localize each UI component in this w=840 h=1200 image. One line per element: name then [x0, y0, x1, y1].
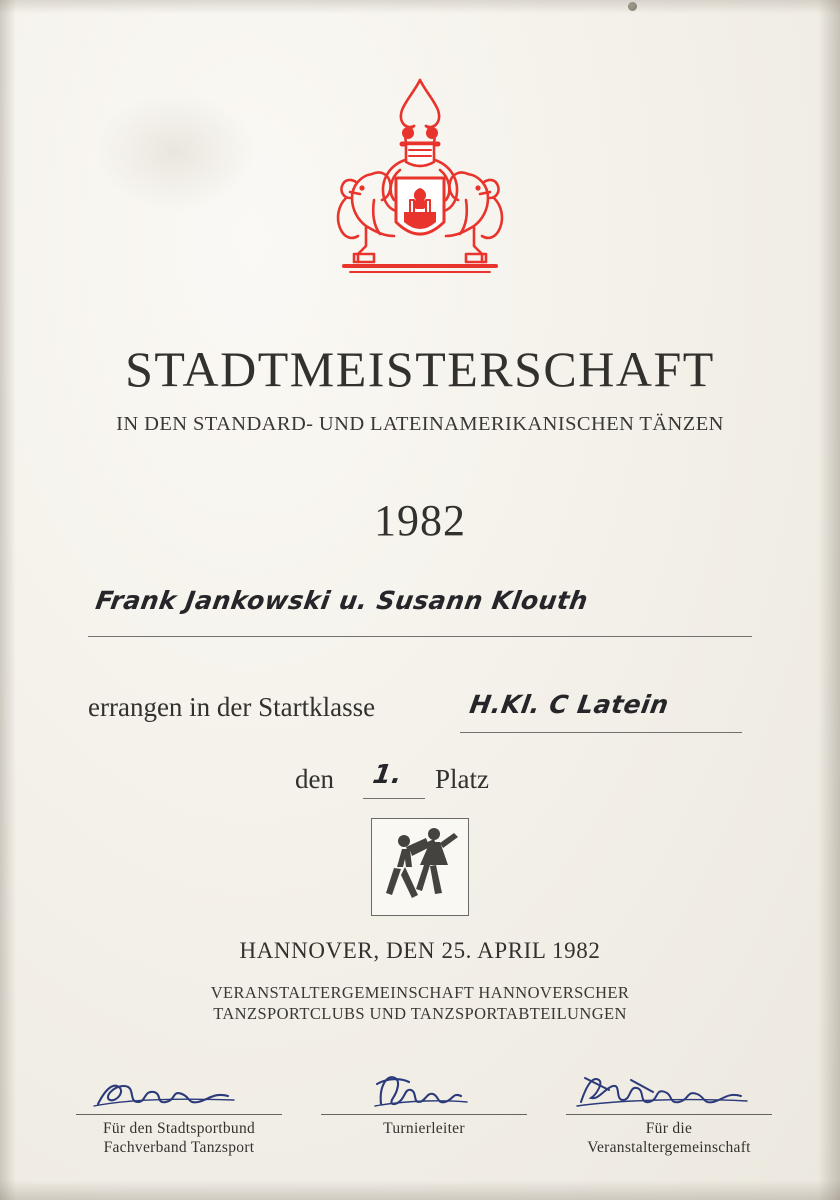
- placement-suffix-label: Platz: [435, 764, 489, 794]
- start-class-rule: [460, 732, 742, 733]
- signature-block: [74, 1070, 774, 1170]
- signature-stadtsportbund: [74, 1070, 284, 1157]
- placement-prefix-label: den: [295, 764, 334, 794]
- placement-field: [0, 760, 840, 808]
- signature-caption-2: Turnierleiter: [383, 1120, 465, 1137]
- recipient-names-value: Frank Jankowski u. Susann Klouth: [93, 586, 591, 615]
- location-date: HANNOVER, DEN 25. APRIL 1982: [239, 938, 601, 963]
- dancing-couple-icon: [371, 818, 469, 916]
- recipient-names-rule: [88, 636, 752, 637]
- paper-stain: [96, 92, 256, 212]
- organizer-line-1: VERANSTALTERGEMEINSCHAFT HANNOVERSCHER: [210, 983, 630, 1002]
- page-title: STADTMEISTERSCHAFT: [125, 341, 715, 397]
- signature-rule-2: [321, 1114, 527, 1115]
- page-subtitle: IN DEN STANDARD- UND LATEINAMERIKANISCHEN TÄNZEN: [116, 413, 724, 435]
- placement-value: 1.: [370, 760, 405, 790]
- signature-caption-3: Für die Veranstaltergemeinschaft: [587, 1120, 751, 1156]
- organizer-line-2: TANZSPORTCLUBS UND TANZSPORTABTEILUNGEN: [213, 1004, 627, 1023]
- paper-edge-shadow-top: [0, 0, 840, 14]
- signature-ink-turnierleiter: [319, 1070, 529, 1114]
- signature-turnierleiter: [319, 1070, 529, 1138]
- signature-veranstaltergemeinschaft: [564, 1070, 774, 1157]
- hannover-coat-of-arms-icon: [310, 70, 530, 285]
- signature-rule-1: [76, 1114, 282, 1115]
- placement-rule: [363, 798, 425, 799]
- paper-punch-mark: [628, 2, 637, 11]
- start-class-label: errangen in der Startklasse: [88, 692, 376, 722]
- award-year: 1982: [374, 496, 466, 545]
- organizer-block: [0, 982, 840, 1024]
- signature-ink-veranstaltergemeinschaft: [564, 1070, 774, 1114]
- signature-ink-stadtsportbund: [74, 1070, 284, 1114]
- recipient-names-field: [88, 586, 752, 640]
- start-class-value: H.Kl. C Latein: [467, 690, 671, 719]
- start-class-field: [88, 690, 752, 740]
- paper-edge-shadow-bottom: [0, 1180, 840, 1200]
- signature-caption-1: Für den Stadtsportbund Fachverband Tanzsport: [102, 1120, 256, 1156]
- signature-rule-3: [566, 1114, 772, 1115]
